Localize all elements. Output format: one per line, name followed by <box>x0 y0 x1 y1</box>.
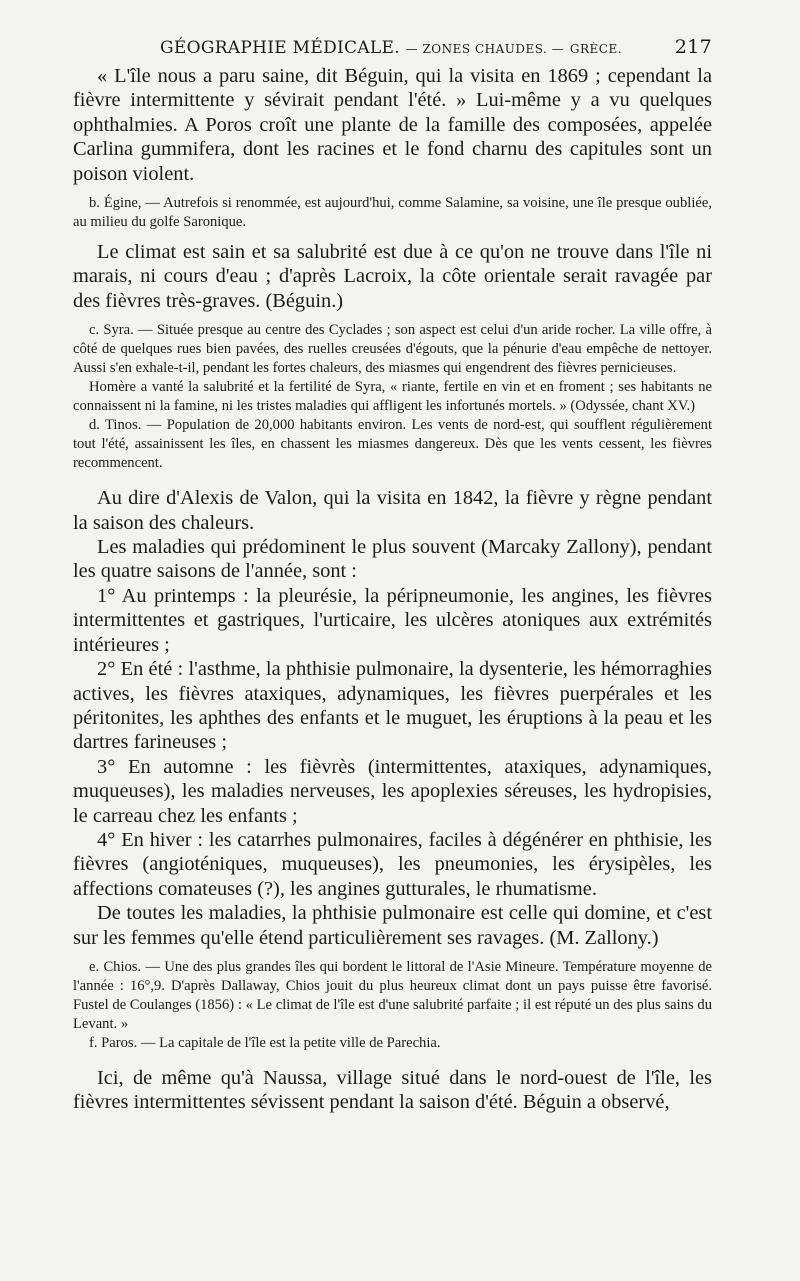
page-number: 217 <box>674 36 712 58</box>
paragraph-automne: 3° En automne : les fièvrès (intermittentes, ataxiques, adynamiques, muqueuses), les maladies nerveuses, les apoplexies séreuses, les hydropisies, le carreau chez les enfants ; <box>73 755 712 827</box>
paragraph-egine-climate: Le climat est sain et sa salubrité est due à ce qu'on ne trouve dans l'île ni marais, ni cours d'eau ; d'après Lacroix, la côte orientale serait ravagée par des fièvres très-graves. (Béguin.) <box>73 241 712 312</box>
paragraph-ete: 2° En été : l'asthme, la phthisie pulmonaire, la dysenterie, les hémorraghies actives, les fièvres ataxiques, adynamiques, les fièvres puerpérales et les péritonites, les aphthes des enfants et le muguet, les éruptions à la peau et les dartres farineuses ; <box>73 658 712 754</box>
note-paros: f. Paros. — La capitale de l'île est la petite ville de Parechia. <box>89 1034 441 1051</box>
header-title: GÉOGRAPHIE MÉDICALE. — ZONES CHAUDES. — GRÈCE. <box>160 38 623 58</box>
paragraph-valon: Au dire d'Alexis de Valon, qui la visita en 1842, la fièvre y règne pendant la saison des chaleurs. <box>73 487 712 534</box>
note-syra: c. Syra. — Située presque au centre des Cyclades ; son aspect est celui d'un aride rocher. La ville offre, à côté de quelques rues bien pavées, des ruelles creusées d'égouts, que la pénurie d'eau empêche de nettoyer. Aussi s'en exhale-t-il, pendant les fortes chaleurs, des miasmes qui engendrent des fièvres pernicieuses. <box>73 322 712 377</box>
note-egine: b. Égine, — Autrefois si renommée, est aujourd'hui, comme Salamine, sa voisine, une île presque oubliée, au milieu du golfe Saronique. <box>73 195 712 231</box>
paragraph-phthisie: De toutes les maladies, la phthisie pulmonaire est celle qui domine, et c'est sur les femmes qu'elle étend particulièrement ses ravages. (M. Zallony.) <box>73 902 712 949</box>
paragraph-hiver: 4° En hiver : les catarrhes pulmonaires, faciles à dégénérer en phthisie, les fièvres (angioténiques, muqueuses), les pneumonies, les érysipèles, les affections comateuses (?), les angines gutturales, le rhumatisme. <box>73 828 712 900</box>
paragraph-naussa: Ici, de même qu'à Naussa, village situé dans le nord-ouest de l'île, les fièvres intermittentes sévissent pendant la saison d'été. Béguin a observé, <box>73 1066 712 1114</box>
paragraph-maladies-intro: Les maladies qui prédominent le plus souvent (Marcaky Zallony), pendant les quatre saisons de l'année, sont : <box>73 536 712 583</box>
note-chios: e. Chios. — Une des plus grandes îles qui bordent le littoral de l'Asie Mineure. Température moyenne de l'année : 16°,9. D'après Dallaway, Chios jouit du plus heureux climat dont un pays puisse être favorisé. Fustel de Coulanges (1856) : « Le climat de l'île est d'une salubrité parfaite ; il est réputé un des plus sains du Levant. » <box>73 958 712 1032</box>
note-tinos: d. Tinos. — Population de 20,000 habitants environ. Les vents de nord-est, qui soufflent régulièrement tout l'été, assainissent les îles, en chassent les miasmes dangereux. Dès que les vents cessent, les fièvres recommencent. <box>73 417 712 472</box>
running-header <box>73 30 712 64</box>
paragraph-printemps: 1° Au printemps : la pleurésie, la péripneumonie, les angines, les fièvres intermittentes et gastriques, l'urticaire, les ulcères atoniques aux extrémités intérieures ; <box>73 584 712 656</box>
note-syra-homere: Homère a vanté la salubrité et la fertilité de Syra, « riante, fertile en vin et en froment ; ses habitants ne connaissent ni la famine, ni les tristes maladies qui affligent les infortunés mortels. » (Odyssée, chant XV.) <box>73 379 712 415</box>
paragraph-poros: « L'île nous a paru saine, dit Béguin, qui la visita en 1869 ; cependant la fièvre intermittente y sévirait pendant l'été. » Lui-même y a vu quelques ophthalmies. A Poros croît une plante de la famille des composées, appelée Carlina gummifera, dont les racines et le fond charnu des capitules sont un poison violent. <box>73 65 712 185</box>
